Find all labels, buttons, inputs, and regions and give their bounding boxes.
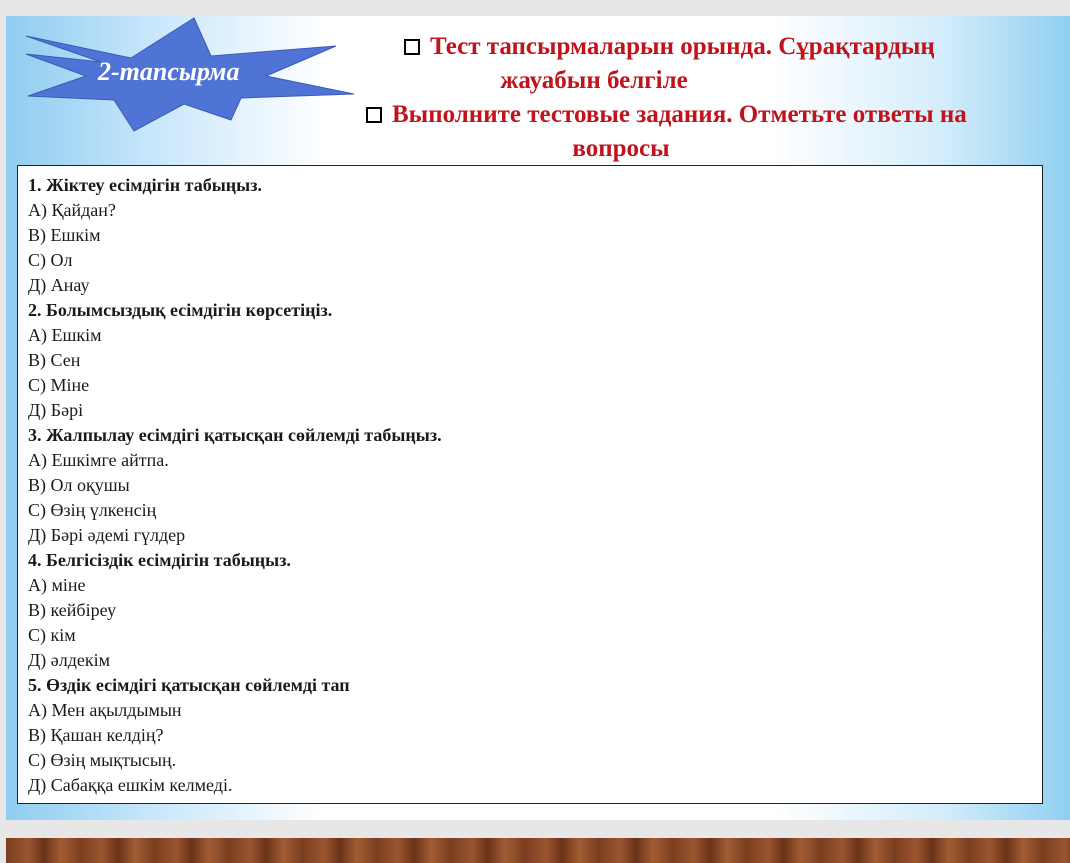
answer-option[interactable]: А) Мен ақылдымын bbox=[28, 700, 182, 720]
badge-label: 2-тапсырма bbox=[98, 57, 240, 86]
question-text: 5. Өздік есімдігі қатысқан сөйлемді тап bbox=[28, 675, 350, 695]
questions-box bbox=[17, 165, 1043, 804]
answer-option[interactable]: А) Ешкім bbox=[28, 325, 102, 345]
question-text: 1. Жіктеу есімдігін табыңыз. bbox=[28, 175, 262, 195]
wood-floor bbox=[6, 838, 1070, 863]
instruction-kk bbox=[366, 30, 1070, 64]
answer-option[interactable]: С) кім bbox=[28, 625, 76, 645]
checkbox-icon bbox=[404, 39, 420, 55]
instruction-kk-text: Тест тапсырмаларын орында. Сұрақтардың bbox=[430, 33, 935, 60]
answer-option[interactable]: А) Ешкімге айтпа. bbox=[28, 450, 169, 470]
answer-option[interactable]: А) Қайдан? bbox=[28, 200, 116, 220]
answer-option[interactable]: В) Ешкім bbox=[28, 225, 101, 245]
instruction-ru-cont: вопросы bbox=[572, 135, 670, 162]
answer-option[interactable]: В) Ол оқушы bbox=[28, 475, 130, 495]
instruction-ru-text: Выполните тестовые задания. Отметьте ответы на bbox=[392, 101, 967, 128]
answer-option[interactable]: Д) Анау bbox=[28, 275, 90, 295]
answer-option[interactable]: В) Қашан келдің? bbox=[28, 725, 164, 745]
question-text: 3. Жалпылау есімдігі қатысқан сөйлемді табыңыз. bbox=[28, 425, 442, 445]
question-text: 4. Белгісіздік есімдігін табыңыз. bbox=[28, 550, 291, 570]
answer-option[interactable]: Д) Бәрі әдемі гүлдер bbox=[28, 525, 186, 545]
answer-option[interactable]: С) Өзің үлкенсің bbox=[28, 500, 157, 520]
answer-option[interactable]: В) кейбіреу bbox=[28, 600, 117, 620]
answer-option[interactable]: А) міне bbox=[28, 575, 86, 595]
checkbox-icon bbox=[366, 107, 382, 123]
answer-option[interactable]: Д) Бәрі bbox=[28, 400, 84, 420]
answer-option[interactable]: С) Міне bbox=[28, 375, 90, 395]
slide bbox=[6, 16, 1070, 820]
answer-option[interactable]: С) Ол bbox=[28, 250, 73, 270]
task-instructions bbox=[366, 30, 1070, 166]
answer-option[interactable]: С) Өзің мықтысың. bbox=[28, 750, 177, 770]
question-list bbox=[28, 173, 1032, 798]
instruction-ru bbox=[366, 98, 1070, 132]
answer-option[interactable]: В) Сен bbox=[28, 350, 81, 370]
answer-option[interactable]: Д) Сабаққа ешкім келмеді. bbox=[28, 775, 233, 795]
instruction-kk-cont: жауабын белгіле bbox=[500, 67, 688, 94]
question-text: 2. Болымсыздық есімдігін көрсетіңіз. bbox=[28, 300, 333, 320]
answer-option[interactable]: Д) әлдекім bbox=[28, 650, 111, 670]
